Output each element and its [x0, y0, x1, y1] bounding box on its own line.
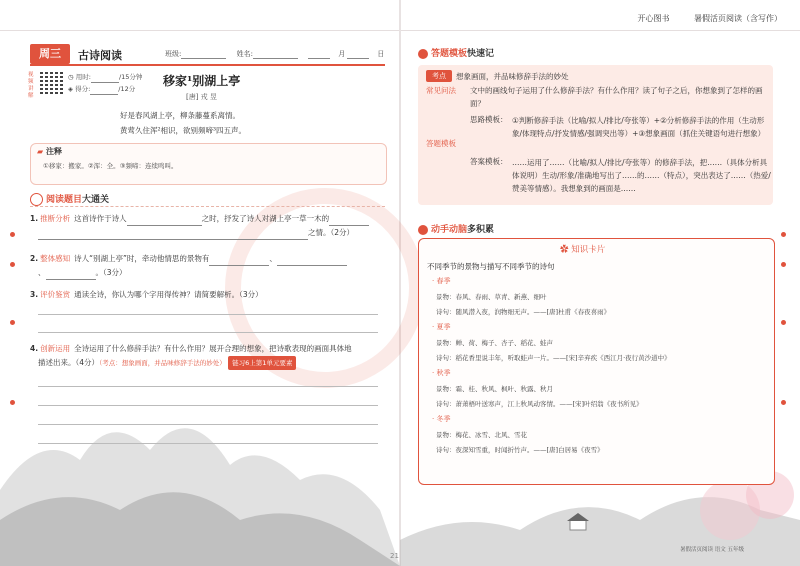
- answer-blank[interactable]: [127, 216, 202, 226]
- hint-text: （考点：想象画面，并品味修辞手法的妙处）: [99, 359, 226, 367]
- season-poem: 诗句：萧萧梧叶送寒声，江上秋风动客情。——[宋]叶绍翁《夜书所见》: [436, 400, 643, 408]
- answer-line[interactable]: [38, 386, 378, 387]
- timing-box: [68, 71, 142, 95]
- answer-blank[interactable]: [277, 256, 347, 266]
- binder-hole: [10, 400, 15, 405]
- page-header: [615, 13, 782, 24]
- answer-line[interactable]: [38, 405, 378, 406]
- class-label: 班级:: [165, 50, 182, 58]
- question-3: 3. 评价鉴赏 通读全诗，你认为哪个字用得传神？请简要解析。（3分）: [30, 290, 263, 299]
- hand-icon: [418, 225, 428, 235]
- day-label: 日: [377, 50, 385, 58]
- answer-template-label: 答题模板: [426, 139, 456, 148]
- question-4: 4. 创新运用 全诗运用了什么修辞手法？有什么作用？展开合理的想象，把诗歌表现的画面具体地 描述出来。（4分）（考点：想象画面，并品味修辞手法的妙处） 链习6上第1单元要素: [30, 342, 385, 370]
- weekday-badge: 周三: [30, 44, 70, 64]
- answer-line[interactable]: [38, 314, 378, 315]
- season-spring: · 春季: [432, 277, 451, 285]
- binder-hole: [10, 262, 15, 267]
- unit-link-tag[interactable]: 链习6上第1单元要素: [228, 356, 296, 370]
- season-poem: 诗句：夜深知雪重，时闻折竹声。——[唐]白居易《夜雪》: [436, 446, 604, 454]
- approach-template-text: ①判断修辞手法（比喻/拟人/排比/夸张等）+②分析修辞手法的作用（生动形象/体现特点/抒发情感/强调突出等）+③想象画面（抓住关键语句进行想象）: [512, 116, 766, 138]
- score-unit: /12分: [118, 85, 136, 93]
- section-divider: [30, 64, 385, 66]
- answer-blank[interactable]: [329, 216, 369, 226]
- answer-blank[interactable]: [38, 230, 308, 240]
- poem-line: 黄莺久住浑²相识，欲别频啼³四五声。: [120, 126, 247, 135]
- season-summer: · 夏季: [432, 323, 451, 331]
- binder-hole: [781, 262, 786, 267]
- question-1: 1. 推断分析 这首诗作于诗人 之时，抒发了诗人对湖上亭一草一木的 之情。（2分）: [30, 212, 385, 240]
- publisher-name: 开心图书: [637, 14, 670, 23]
- score-field[interactable]: [90, 87, 118, 95]
- season-poem: 诗句：稻花香里说丰年，听取蛙声一片。——[宋]辛弃疾《西江月·夜行黄沙道中》: [436, 354, 671, 362]
- season-poem: 诗句：随风潜入夜，润物细无声。——[唐]杜甫《春夜喜雨》: [436, 308, 611, 316]
- binder-hole: [781, 400, 786, 405]
- student-info: [165, 49, 384, 59]
- notes-heading: ▰ 注释: [37, 147, 62, 156]
- answer-line[interactable]: [38, 424, 378, 425]
- name-label: 姓名:: [236, 50, 253, 58]
- qr-label: 视频讲解: [28, 72, 34, 99]
- reading-heading: 阅读题目大通关: [30, 192, 109, 206]
- season-winter: · 冬季: [432, 415, 451, 423]
- notes-box: [30, 143, 387, 185]
- poem-author: [唐] 戎 昱: [186, 93, 217, 101]
- qr-pattern: [40, 70, 64, 94]
- poem-title: 移家¹别湖上亭: [163, 74, 241, 88]
- flower-icon: ✿: [560, 245, 572, 255]
- question-2: 2. 整体感知 诗人“别湖上亭”时，牵动他情思的景物有 、 、 。（3分）: [30, 252, 385, 280]
- page-number: 21: [390, 552, 399, 560]
- season-scenery: 景物：霜、桂、秋风、枫叶、秋露、秋月: [436, 385, 553, 393]
- score-label: 得分:: [75, 85, 91, 93]
- score-icon: ◈: [68, 85, 73, 93]
- magnifier-icon: [30, 193, 43, 206]
- template-heading: 答题模板快速记: [418, 46, 494, 59]
- exam-point-text: 想象画面，并品味修辞手法的妙处: [456, 72, 569, 81]
- month-field[interactable]: [308, 49, 330, 59]
- gear-icon: [418, 49, 428, 59]
- common-question-text: 文中的画线句子运用了什么修辞手法？有什么作用？读了句子之后，你想象到了怎样的画面？: [470, 86, 763, 108]
- month-label: 月: [338, 50, 346, 58]
- binder-hole: [10, 320, 15, 325]
- poem-line: 好是春风湖上亭，柳条藤蔓系离情。: [120, 111, 240, 120]
- common-question-label: 常见问法: [426, 86, 456, 95]
- time-field[interactable]: [91, 75, 119, 83]
- season-scenery: 景物：春风、春雨、草青、新燕、细叶: [436, 293, 547, 301]
- card-subtitle: 不同季节的景物与描写不同季节的诗句: [427, 262, 555, 271]
- binder-hole: [781, 232, 786, 237]
- section-title: 古诗阅读: [78, 49, 122, 62]
- answer-format-text: ……运用了……（比喻/拟人/排比/夸张等）的修辞手法，把……（具体分析具体说明）生动/形象/准确地写出了……的……（特点），突出表达了……（热爱/赞美等情感）。我想象到的画面是……: [512, 158, 771, 193]
- answer-line[interactable]: [38, 332, 378, 333]
- time-label: 用时:: [75, 73, 91, 81]
- notes-body: ①移家：搬家。②浑：全。③频啼：连续鸣叫。: [43, 162, 178, 170]
- approach-template-label: 思路模板：: [470, 115, 508, 124]
- book-title: 暑假活页阅读（含写作）: [694, 14, 782, 23]
- answer-blank[interactable]: [46, 270, 96, 280]
- class-field[interactable]: [181, 49, 226, 59]
- answer-format-label: 答案模板：: [470, 157, 508, 166]
- card-title: ✿ 知识卡片: [560, 245, 606, 255]
- day-field[interactable]: [347, 49, 369, 59]
- practice-heading: 动手动脑多积累: [418, 222, 494, 235]
- dashed-divider: [30, 206, 385, 207]
- name-field[interactable]: [253, 49, 298, 59]
- answer-line[interactable]: [38, 443, 378, 444]
- binder-hole: [781, 320, 786, 325]
- season-scenery: 景物：蝉、荷、梅子、杏子、稻花、蛙声: [436, 339, 553, 347]
- season-scenery: 景物：梅花、冰雪、北风、雪花: [436, 431, 527, 439]
- clock-icon: ◷: [68, 73, 74, 81]
- season-autumn: · 秋季: [432, 369, 451, 377]
- binder-hole: [10, 232, 15, 237]
- poem-body: [120, 108, 246, 138]
- footer-brand: 暑假活页阅读 语文 五年级: [680, 547, 744, 553]
- exam-point-tag: 考点: [426, 70, 452, 82]
- time-unit: /15分钟: [118, 73, 143, 81]
- answer-blank[interactable]: [209, 256, 269, 266]
- speech-bubble-icon: ▰: [37, 147, 44, 156]
